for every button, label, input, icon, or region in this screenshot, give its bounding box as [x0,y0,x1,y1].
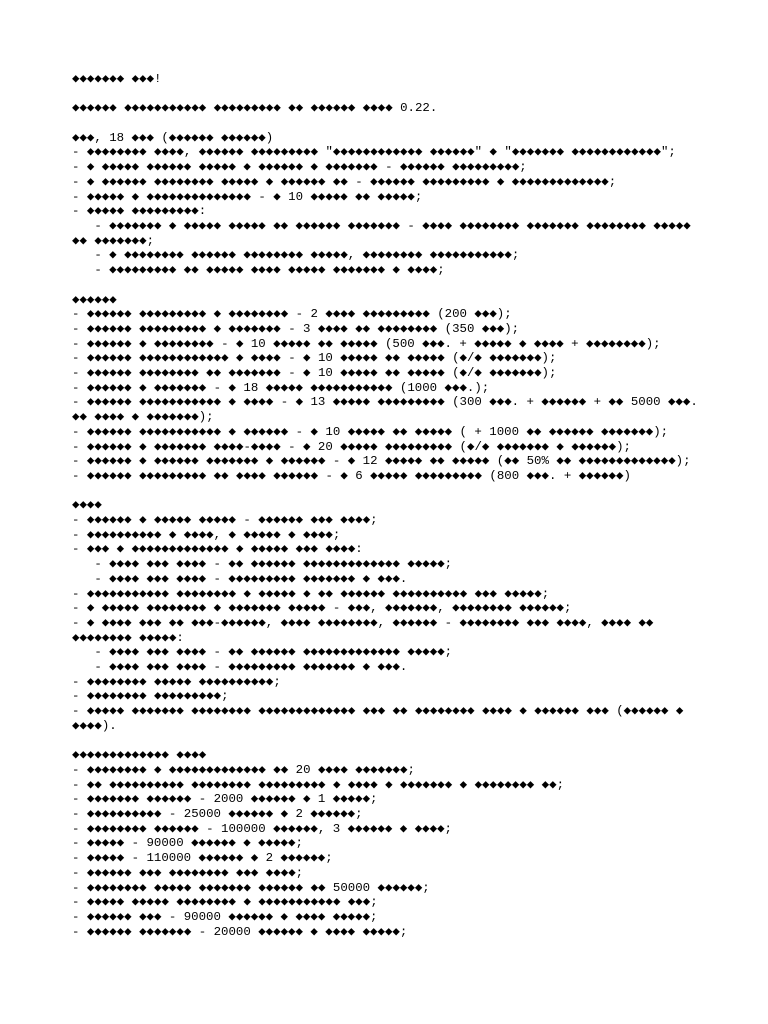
text-line: - ◆◆◆◆◆◆◆◆ ◆◆◆◆◆◆ - 100000 ◆◆◆◆◆◆, 3 ◆◆◆◆◆◆ ◆ ◆◆◆◆; [72,821,452,836]
text-line: - ◆◆◆◆◆◆◆◆◆ ◆◆ ◆◆◆◆◆ ◆◆◆◆ ◆◆◆◆◆ ◆◆◆◆◆◆◆ ◆ ◆◆◆◆; [72,263,445,278]
text-line: - ◆◆◆◆◆◆ ◆◆◆ ◆◆◆◆◆◆◆◆ ◆◆◆ ◆◆◆◆; [72,865,304,880]
text-line: - ◆◆◆◆◆ - 110000 ◆◆◆◆◆◆ ◆ 2 ◆◆◆◆◆◆; [72,851,333,866]
blank-line [72,87,712,102]
text-line: - ◆◆◆◆◆◆◆◆◆◆ ◆ ◆◆◆◆, ◆ ◆◆◆◆◆ ◆ ◆◆◆◆; [72,527,341,542]
text-line: - ◆◆ ◆◆◆◆◆◆◆◆◆◆ ◆◆◆◆◆◆◆◆ ◆◆◆◆◆◆◆◆◆ ◆ ◆◆◆◆ ◆ ◆◆◆◆◆◆◆ ◆ ◆◆◆◆◆◆◆◆ ◆◆; [72,777,565,792]
text-line: - ◆◆◆◆ ◆◆◆ ◆◆◆◆ - ◆◆ ◆◆◆◆◆◆ ◆◆◆◆◆◆◆◆◆◆◆◆◆ ◆◆◆◆◆; [72,557,453,572]
text-line: - ◆◆◆◆◆◆◆◆ ◆◆◆◆◆ ◆◆◆◆◆◆◆◆◆◆; [72,674,281,689]
text-line: - ◆◆◆◆◆◆◆◆◆◆◆ ◆◆◆◆◆◆◆◆ ◆ ◆◆◆◆◆ ◆ ◆◆ ◆◆◆◆◆◆ ◆◆◆◆◆◆◆◆◆◆ ◆◆◆ ◆◆◆◆◆; [72,586,550,601]
text-line: - ◆ ◆◆◆◆◆ ◆◆◆◆◆◆◆◆ ◆ ◆◆◆◆◆◆◆ ◆◆◆◆◆ - ◆◆◆, ◆◆◆◆◆◆◆, ◆◆◆◆◆◆◆◆ ◆◆◆◆◆◆; [72,601,572,616]
text-line: - ◆◆◆◆◆ ◆◆◆◆◆◆◆ ◆◆◆◆◆◆◆◆ ◆◆◆◆◆◆◆◆◆◆◆◆◆ ◆◆◆ ◆◆ ◆◆◆◆◆◆◆◆ ◆◆◆◆ ◆ ◆◆◆◆◆◆ ◆◆◆ (◆◆◆◆◆◆ ◆ ◆◆◆◆). [72,704,691,733]
text-line: - ◆◆◆◆◆◆ ◆ ◆◆◆◆◆◆◆ ◆◆◆◆-◆◆◆◆ - ◆ 20 ◆◆◆◆◆ ◆◆◆◆◆◆◆◆◆ (◆/◆ ◆◆◆◆◆◆◆ ◆ ◆◆◆◆◆◆); [72,439,631,454]
text-line: - ◆◆◆◆◆◆◆ ◆◆◆◆◆◆ - 2000 ◆◆◆◆◆◆ ◆ 1 ◆◆◆◆◆; [72,792,378,807]
text-line: ◆◆◆◆◆◆ [72,292,117,307]
text-line: - ◆◆◆◆◆◆ ◆◆◆◆◆◆◆◆◆ ◆◆ ◆◆◆◆ ◆◆◆◆◆◆ - ◆ 6 ◆◆◆◆◆ ◆◆◆◆◆◆◆◆◆ (800 ◆◆◆. + ◆◆◆◆◆◆) [72,468,631,483]
text-line: - ◆◆◆◆◆◆◆◆ ◆◆◆◆◆◆◆◆◆; [72,689,229,704]
text-line: - ◆◆◆◆◆ ◆◆◆◆◆◆◆◆◆: [72,204,207,219]
text-line: ◆◆◆◆◆◆◆◆◆◆◆◆◆ ◆◆◆◆ [72,748,207,763]
text-line: - ◆◆◆◆◆ ◆ ◆◆◆◆◆◆◆◆◆◆◆◆◆◆ - ◆ 10 ◆◆◆◆◆ ◆◆ ◆◆◆◆◆; [72,189,423,204]
text-line: - ◆◆◆◆◆◆ ◆◆◆◆◆◆◆◆◆ ◆ ◆◆◆◆◆◆◆ - 3 ◆◆◆◆ ◆◆ ◆◆◆◆◆◆◆◆ (350 ◆◆◆); [72,321,520,336]
text-line: - ◆◆◆◆◆◆◆◆◆◆ - 25000 ◆◆◆◆◆◆ ◆ 2 ◆◆◆◆◆◆; [72,807,363,822]
text-line: - ◆◆◆◆ ◆◆◆ ◆◆◆◆ - ◆◆◆◆◆◆◆◆◆ ◆◆◆◆◆◆◆ ◆ ◆◆◆. [72,571,408,586]
text-line: ◆◆◆◆◆◆◆ ◆◆◆! [72,72,162,86]
blank-line [72,116,712,131]
text-line: - ◆◆◆◆◆◆ ◆◆◆ - 90000 ◆◆◆◆◆◆ ◆ ◆◆◆◆ ◆◆◆◆◆; [72,910,378,924]
text-line: - ◆◆◆◆◆◆◆◆ ◆◆◆◆, ◆◆◆◆◆◆ ◆◆◆◆◆◆◆◆◆ "◆◆◆◆◆◆◆◆◆◆◆◆ ◆◆◆◆◆◆" ◆ "◆◆◆◆◆◆◆ ◆◆◆◆◆◆◆◆◆◆◆◆"; [72,145,676,160]
blank-line [72,278,712,293]
text-line: - ◆ ◆◆◆◆◆◆◆◆ ◆◆◆◆◆◆ ◆◆◆◆◆◆◆◆ ◆◆◆◆◆, ◆◆◆◆◆◆◆◆ ◆◆◆◆◆◆◆◆◆◆◆; [72,248,520,263]
text-line: - ◆◆◆◆◆◆ ◆ ◆◆◆◆◆◆ ◆◆◆◆◆◆◆ ◆ ◆◆◆◆◆◆ - ◆ 12 ◆◆◆◆◆ ◆◆ ◆◆◆◆◆ (◆◆ 50% ◆◆ ◆◆◆◆◆◆◆◆◆◆◆◆◆); [72,454,691,469]
text-line: ◆◆◆◆◆◆ ◆◆◆◆◆◆◆◆◆◆◆ ◆◆◆◆◆◆◆◆◆ ◆◆ ◆◆◆◆◆◆ ◆◆◆◆ 0.22. [72,101,438,116]
text-line: - ◆◆◆ ◆ ◆◆◆◆◆◆◆◆◆◆◆◆◆ ◆ ◆◆◆◆◆ ◆◆◆ ◆◆◆◆: [72,542,363,557]
text-line: - ◆◆◆◆◆◆ ◆◆◆◆◆◆◆◆◆◆◆ ◆ ◆◆◆◆ - ◆ 13 ◆◆◆◆◆ ◆◆◆◆◆◆◆◆◆ (300 ◆◆◆. + ◆◆◆◆◆◆ + ◆◆ 5000 ◆◆◆. ◆◆ ◆◆◆◆ ◆ ◆◆◆◆◆◆◆); [72,395,706,425]
text-line: - ◆◆◆◆◆◆ ◆◆◆◆◆◆◆ - 20000 ◆◆◆◆◆◆ ◆ ◆◆◆◆ ◆◆◆◆◆; [72,924,408,939]
text-line: - ◆ ◆◆◆◆◆ ◆◆◆◆◆◆ ◆◆◆◆◆ ◆ ◆◆◆◆◆◆ ◆ ◆◆◆◆◆◆◆ - ◆◆◆◆◆◆ ◆◆◆◆◆◆◆◆◆; [72,160,527,175]
text-line: ◆◆◆, 18 ◆◆◆ (◆◆◆◆◆◆ ◆◆◆◆◆◆) [72,130,274,145]
text-line: - ◆◆◆◆◆◆◆ ◆ ◆◆◆◆◆ ◆◆◆◆◆ ◆◆ ◆◆◆◆◆◆ ◆◆◆◆◆◆◆ - ◆◆◆◆ ◆◆◆◆◆◆◆◆ ◆◆◆◆◆◆◆ ◆◆◆◆◆◆◆◆ ◆◆◆◆◆ ◆◆ ◆◆◆◆◆◆◆; [72,219,699,248]
text-line: - ◆◆◆◆ ◆◆◆ ◆◆◆◆ - ◆◆ ◆◆◆◆◆◆ ◆◆◆◆◆◆◆◆◆◆◆◆◆ ◆◆◆◆◆; [72,645,453,660]
text-line: - ◆◆◆◆◆◆ ◆◆◆◆◆◆◆◆◆◆◆ ◆ ◆◆◆◆◆◆ - ◆ 10 ◆◆◆◆◆ ◆◆ ◆◆◆◆◆ ( + 1000 ◆◆ ◆◆◆◆◆◆ ◆◆◆◆◆◆◆); [72,424,669,439]
text-line: - ◆◆◆◆◆◆◆◆ ◆◆◆◆◆ ◆◆◆◆◆◆◆ ◆◆◆◆◆◆ ◆◆ 50000 ◆◆◆◆◆◆; [72,880,430,895]
text-line: - ◆◆◆◆◆◆ ◆ ◆◆◆◆◆◆◆ - ◆ 18 ◆◆◆◆◆ ◆◆◆◆◆◆◆◆◆◆◆ (1000 ◆◆◆.); [72,380,490,395]
text-line: - ◆◆◆◆ ◆◆◆ ◆◆◆◆ - ◆◆◆◆◆◆◆◆◆ ◆◆◆◆◆◆◆ ◆ ◆◆◆. [72,660,408,675]
text-line: - ◆ ◆◆◆◆ ◆◆◆ ◆◆ ◆◆◆-◆◆◆◆◆◆, ◆◆◆◆ ◆◆◆◆◆◆◆◆, ◆◆◆◆◆◆ - ◆◆◆◆◆◆◆◆ ◆◆◆ ◆◆◆◆, ◆◆◆◆ ◆◆ ◆◆◆◆◆◆◆◆ ◆◆◆◆◆: [72,615,661,645]
text-line: - ◆◆◆◆◆◆ ◆◆◆◆◆◆◆◆◆ ◆ ◆◆◆◆◆◆◆◆ - 2 ◆◆◆◆ ◆◆◆◆◆◆◆◆◆ (200 ◆◆◆); [72,307,512,322]
text-line: - ◆◆◆◆◆ ◆◆◆◆◆ ◆◆◆◆◆◆◆◆ ◆ ◆◆◆◆◆◆◆◆◆◆◆ ◆◆◆; [72,895,378,910]
text-line: - ◆◆◆◆◆◆ ◆◆◆◆◆◆◆◆◆◆◆◆ ◆ ◆◆◆◆ - ◆ 10 ◆◆◆◆◆ ◆◆ ◆◆◆◆◆ (◆/◆ ◆◆◆◆◆◆◆); [72,351,557,366]
document-text [72,72,712,939]
text-line: ◆◆◆◆ [72,498,102,513]
blank-line [72,734,712,749]
text-line: - ◆◆◆◆◆◆ ◆ ◆◆◆◆◆◆◆◆ - ◆ 10 ◆◆◆◆◆ ◆◆ ◆◆◆◆◆ (500 ◆◆◆. + ◆◆◆◆◆ ◆ ◆◆◆◆ + ◆◆◆◆◆◆◆◆); [72,336,661,351]
text-line: - ◆ ◆◆◆◆◆◆ ◆◆◆◆◆◆◆◆ ◆◆◆◆◆ ◆ ◆◆◆◆◆◆ ◆◆ - ◆◆◆◆◆◆ ◆◆◆◆◆◆◆◆◆ ◆ ◆◆◆◆◆◆◆◆◆◆◆◆◆; [72,174,617,189]
text-line: - ◆◆◆◆◆◆ ◆ ◆◆◆◆◆ ◆◆◆◆◆ - ◆◆◆◆◆◆ ◆◆◆ ◆◆◆◆; [72,513,378,528]
text-line: - ◆◆◆◆◆◆◆◆ ◆ ◆◆◆◆◆◆◆◆◆◆◆◆◆ ◆◆ 20 ◆◆◆◆ ◆◆◆◆◆◆◆; [72,762,415,777]
text-line: - ◆◆◆◆◆◆ ◆◆◆◆◆◆◆◆ ◆◆ ◆◆◆◆◆◆◆ - ◆ 10 ◆◆◆◆◆ ◆◆ ◆◆◆◆◆ (◆/◆ ◆◆◆◆◆◆◆); [72,366,557,381]
blank-line [72,484,712,499]
text-line: - ◆◆◆◆◆ - 90000 ◆◆◆◆◆◆ ◆ ◆◆◆◆◆; [72,836,303,851]
